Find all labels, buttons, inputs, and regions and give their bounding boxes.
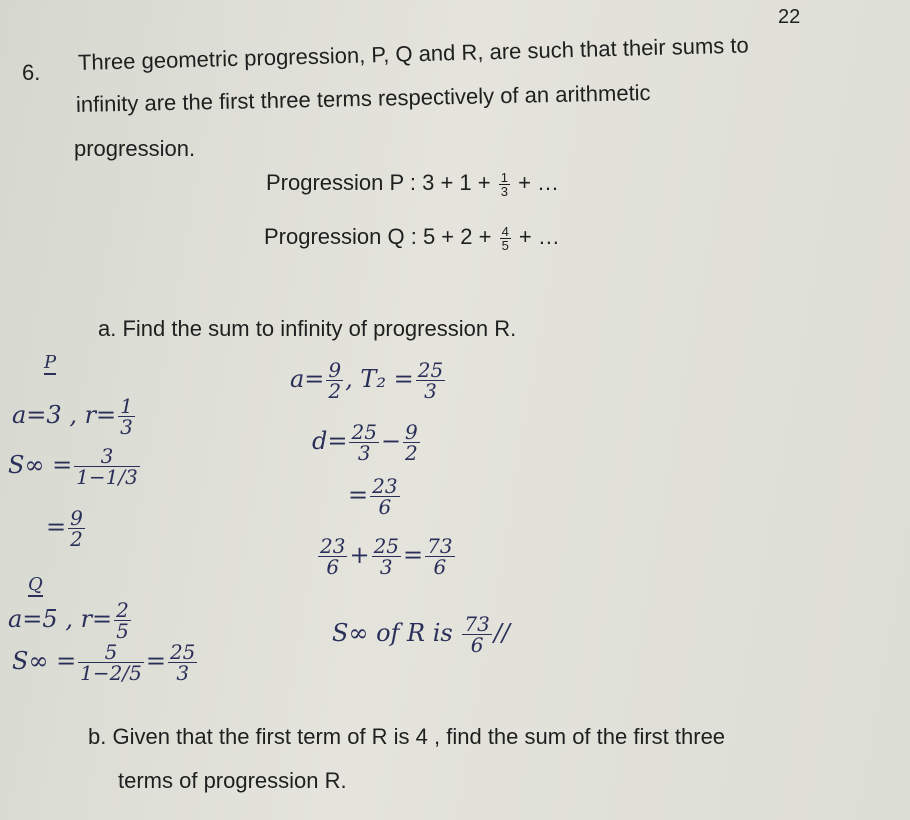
progression-p-prefix: Progression P : 3 + 1 + — [266, 170, 497, 195]
hw-q-sinf: S∞ = $\frac{5}{1-2/5}$ = $\frac{25}{3}$ — [12, 640, 196, 685]
hw-q-a-r: a=5 , r= $\frac{2}{5}$ — [8, 598, 129, 643]
part-b-text-line1: b. Given that the first term of R is 4 , find the sum of the first three — [88, 724, 726, 749]
hw-p-sinf: S∞ = $\frac{3}{1-1/3}$ — [8, 444, 138, 489]
hw-r-sum: $\frac{23}{6}$ + $\frac{25}{3}$ = $\frac{73}{6}$ — [320, 534, 453, 579]
hw-r-d-result: = $\frac{23}{6}$ — [348, 474, 398, 519]
progression-q-prefix: Progression Q : 5 + 2 + — [264, 224, 498, 249]
hw-r-a-t2: a= $\frac{9}{2}$ , T₂ = $\frac{25}{3}$ — [290, 358, 444, 403]
question-text-line1: Three geometric progression, P, Q and R, are such that their sums to — [77, 32, 750, 75]
hw-r-d: d= $\frac{25}{3}$ − $\frac{9}{2}$ — [312, 420, 418, 465]
question-number: 6. — [22, 60, 41, 85]
question-text-line2: infinity are the first three terms respectively of an arithmetic — [75, 79, 651, 117]
page-number: 22 — [778, 6, 801, 28]
part-a-text: a. Find the sum to infinity of progression R. — [98, 316, 517, 341]
part-b-text-line2: terms of progression R. — [118, 768, 347, 793]
progression-q — [264, 224, 560, 252]
hw-p-result: = $\frac{9}{2}$ — [46, 506, 83, 551]
progression-q-fraction: $\frac{4}{5}$ — [501, 223, 509, 253]
hw-q-label: Q — [28, 574, 43, 595]
progression-p-fraction: $\frac{1}{3}$ — [500, 169, 508, 199]
progression-p — [266, 170, 559, 198]
hw-r-final: S∞ of R is $\frac{73}{6}$ // — [332, 612, 510, 657]
hw-p-a-r: a=3 , r= $\frac{1}{3}$ — [12, 394, 133, 439]
question-text-line3: progression. — [74, 136, 196, 161]
hw-p-label: P — [44, 352, 57, 373]
progression-q-suffix: + … — [512, 224, 560, 249]
progression-p-suffix: + … — [511, 170, 560, 195]
